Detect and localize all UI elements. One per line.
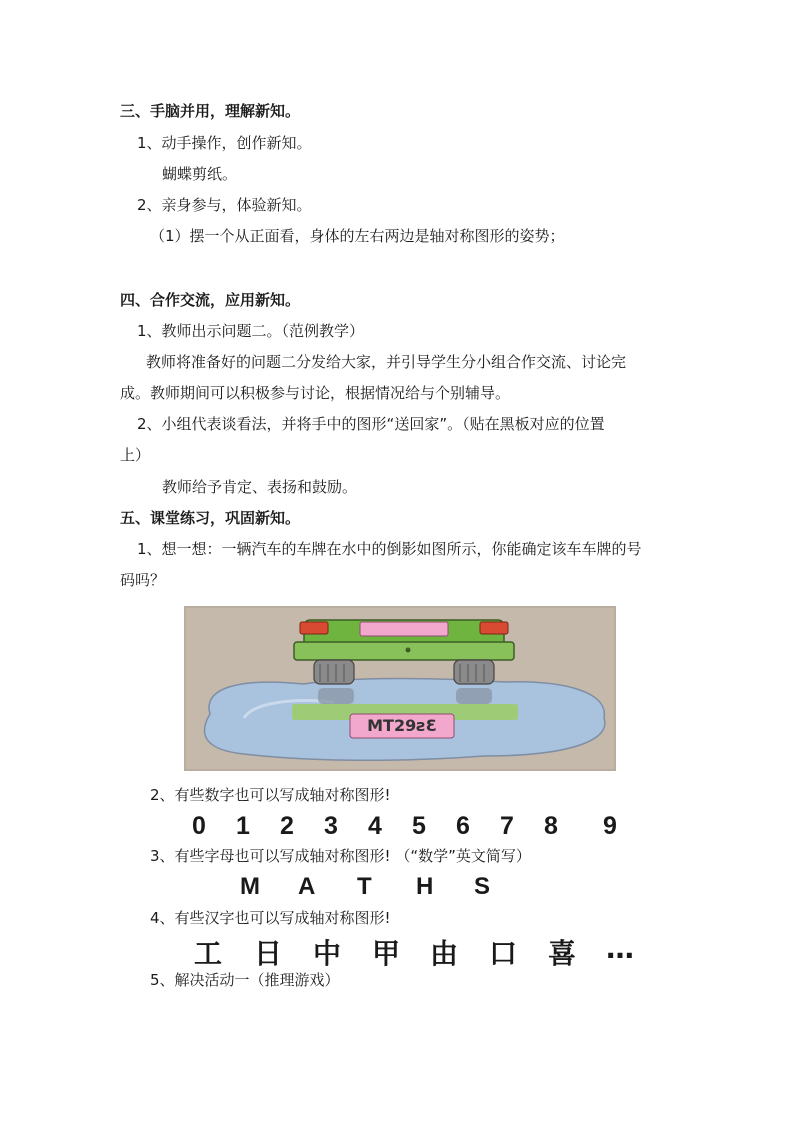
letter-h: H [416,873,434,900]
section-4-paragraph-line-2: 成。教师期间可以积极参与讨论，根据情况给与个别辅导。 [120,384,511,402]
section-3-heading: 三、手脑并用，理解新知。 [120,102,301,120]
section-4-item-1: 1、教师出示问题二。（范例教学） [137,322,365,340]
digit-8: 8 [544,812,558,840]
plate-reflection-text: MT29ƨƐ [367,716,437,735]
ellipsis: … [606,932,634,965]
section-3-item-1-detail: 蝴蝶剪纸。 [162,165,238,183]
hanzi-char: 工 [194,937,223,970]
question-1-line-2: 码吗？ [120,571,166,589]
digit-3: 3 [324,812,338,840]
hanzi-row [0,932,794,968]
digit-1: 1 [236,812,250,840]
letter-row [0,873,794,903]
question-2: 2、有些数字也可以写成轴对称图形! [150,786,391,804]
digit-7: 7 [500,812,514,840]
section-5-heading: 五、课堂练习，巩固新知。 [120,509,301,527]
hanzi-char: 中 [313,937,342,970]
hanzi-char: 日 [254,937,283,970]
letter-a: A [298,873,316,900]
section-3-item-2-detail: （1）摆一个从正面看，身体的左右两边是轴对称图形的姿势； [150,227,565,245]
letter-m: M [240,873,260,900]
digit-5: 5 [412,812,426,840]
hanzi-char: 口 [489,937,518,970]
section-4-item-2-line-2: 上） [120,446,151,464]
section-4-paragraph-line-1: 教师将准备好的问题二分发给大家，并引导学生分小组合作交流、讨论完 [146,353,627,371]
digit-6: 6 [456,812,470,840]
letter-s: S [474,873,491,900]
section-3-item-1: 1、动手操作，创作新知。 [137,134,312,152]
section-4-heading: 四、合作交流，应用新知。 [120,291,301,309]
letter-t: T [357,873,372,900]
question-3: 3、有些字母也可以写成轴对称图形! （“数学”英文简写） [150,847,531,865]
question-4: 4、有些汉字也可以写成轴对称图形! [150,909,391,927]
digit-row [0,812,794,842]
hanzi-char: 甲 [372,937,401,970]
digit-0: 0 [192,812,206,840]
digit-4: 4 [368,812,382,840]
hanzi-char: 喜 [548,937,577,970]
question-5: 5、解决活动一（推理游戏） [150,971,340,989]
digit-9: 9 [603,812,617,840]
car-reflection-illustration [184,606,616,771]
hanzi-char: 由 [430,937,459,970]
section-3-item-2: 2、亲身参与，体验新知。 [137,196,312,214]
question-1-line-1: 1、想一想：一辆汽车的车牌在水中的倒影如图所示，你能确定该车车牌的号 [137,540,642,558]
digit-2: 2 [280,812,294,840]
section-4-item-2-line-1: 2、小组代表谈看法，并将手中的图形“送回家”。（贴在黑板对应的位置 [137,415,605,433]
section-4-item-2-detail: 教师给予肯定、表扬和鼓励。 [162,478,358,496]
